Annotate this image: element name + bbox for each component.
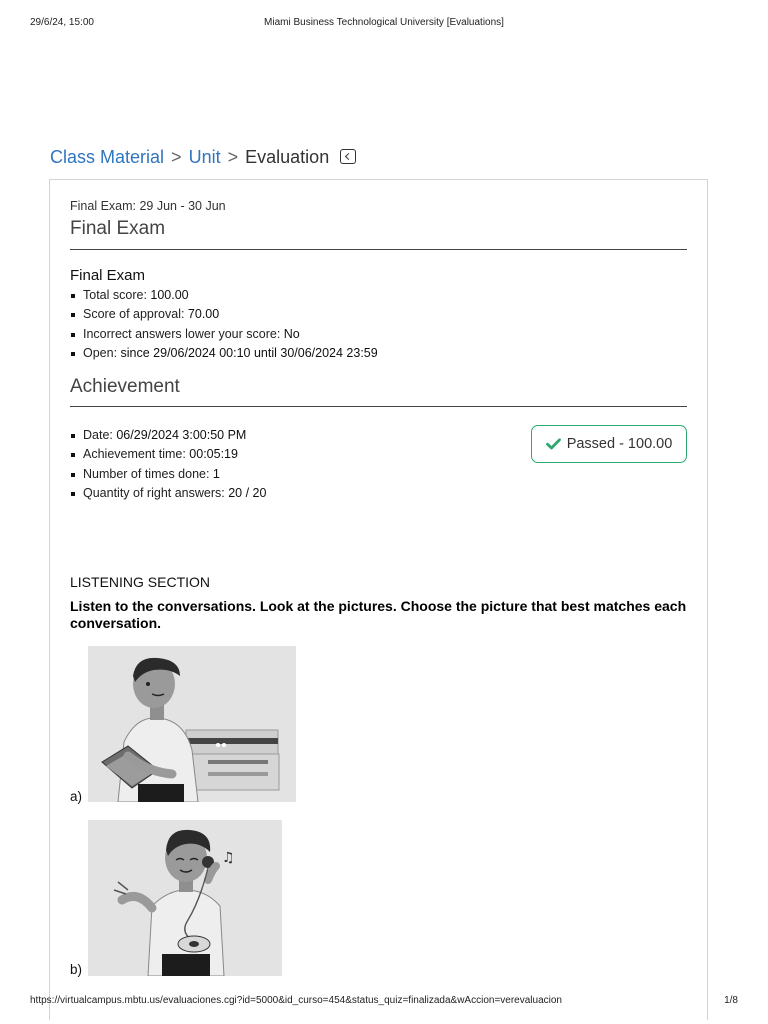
breadcrumb-link-unit[interactable]: Unit <box>188 147 221 167</box>
print-footer <box>30 995 738 1009</box>
list-item: Open: since 29/06/2024 00:10 until 30/06/2024 23:59 <box>70 344 687 363</box>
svg-text:♫: ♫ <box>222 850 235 866</box>
exam-dates: Final Exam: 29 Jun - 30 Jun <box>70 199 226 213</box>
option-label-b: b) <box>70 962 83 977</box>
list-item: Date: 06/29/2024 3:00:50 PM <box>70 426 687 445</box>
man-listening-to-music-player-illustration <box>88 820 282 976</box>
breadcrumb-link-class-material[interactable]: Class Material <box>50 147 165 167</box>
heading-divider <box>70 249 687 250</box>
list-item: Achievement time: 00:05:19 <box>70 445 687 464</box>
breadcrumb <box>50 147 356 168</box>
evaluation-card <box>49 179 708 1020</box>
status-badge-label: Passed - 100.00 <box>566 436 673 452</box>
list-item: Incorrect answers lower your score: No <box>70 325 687 344</box>
question-instructions: Listen to the conversations. Look at the pictures. Choose the picture that best matches each conversation. <box>70 598 687 631</box>
list-item: Quantity of right answers: 20 / 20 <box>70 484 687 503</box>
section-label: LISTENING SECTION <box>70 574 211 590</box>
breadcrumb-current: Evaluation <box>245 147 330 167</box>
print-page-number: 1/8 <box>724 995 738 1006</box>
print-page-title: Miami Business Technological University [Evaluations] <box>264 17 504 28</box>
exam-heading: Final Exam <box>70 218 166 239</box>
breadcrumb-separator: > <box>171 147 182 167</box>
breadcrumb-separator: > <box>227 147 239 167</box>
achievement-heading: Achievement <box>70 376 180 397</box>
list-item: Number of times done: 1 <box>70 465 687 484</box>
heading-divider <box>70 406 687 407</box>
status-badge <box>531 425 687 463</box>
list-item: Total score: 100.00 <box>70 286 687 305</box>
man-with-books-and-photocopier-illustration <box>88 646 296 802</box>
exam-subtitle: Final Exam <box>70 267 146 284</box>
check-icon <box>546 438 561 450</box>
list-item: Score of approval: 70.00 <box>70 305 687 324</box>
print-datetime: 29/6/24, 15:00 <box>30 17 94 28</box>
print-url: https://virtualcampus.mbtu.us/evaluaciones.cgi?id=5000&id_curso=454&status_quiz=finalizada&wAccion=verevaluacion <box>30 995 562 1006</box>
back-arrow-icon[interactable] <box>340 149 356 164</box>
exam-info-list <box>70 286 687 363</box>
print-header <box>30 17 738 31</box>
option-label-a: a) <box>70 789 83 804</box>
